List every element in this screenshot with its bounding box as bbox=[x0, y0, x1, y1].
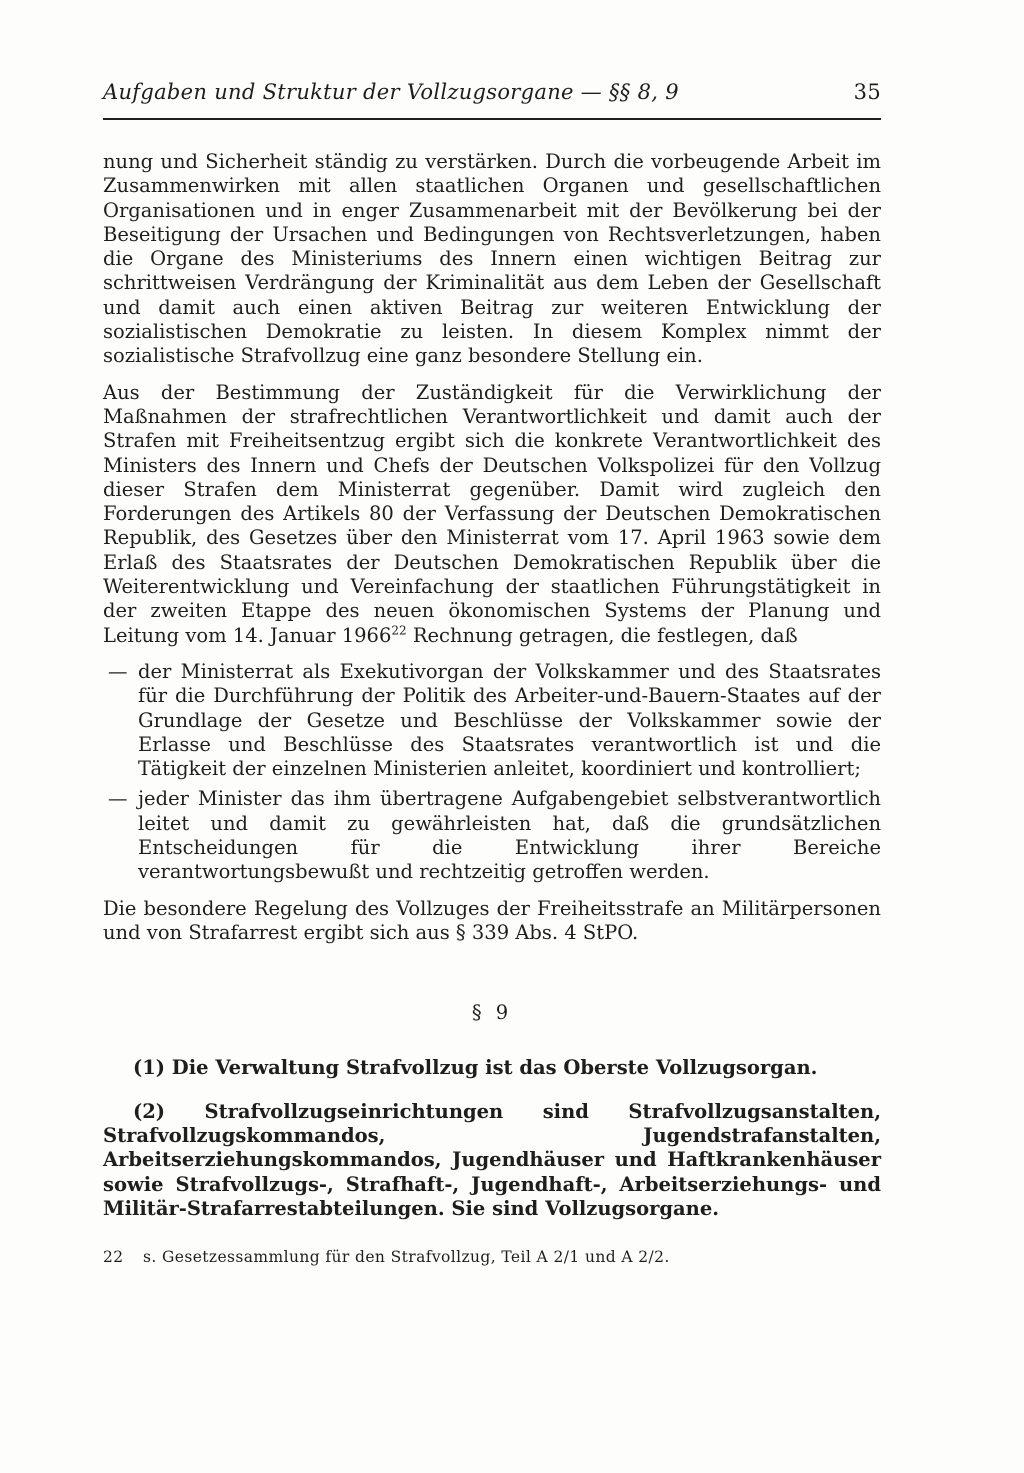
running-header bbox=[103, 80, 881, 104]
footnote-reference: 22 bbox=[391, 623, 407, 638]
list-item bbox=[103, 660, 881, 781]
dash-marker: — bbox=[108, 659, 128, 683]
page-number: 35 bbox=[853, 80, 881, 104]
section-heading: § 9 bbox=[471, 1001, 513, 1025]
header-rule bbox=[103, 118, 881, 120]
paragraph-2-text: Aus der Bestimmung der Zuständigkeit für die Verwirklichung der Maßnahmen der strafrechtlichen Verantwortlichkeit und damit auch der Strafen mit Freiheitsentzug ergibt sich die konkrete Verantwortlichkeit des Ministers des Innern und Chefs der Deutschen Volkspolizei für den Vollzug dieser Strafen dem Ministerrat gegenüber. Damit wird zugleich den Forderungen des Artikels 80 der Verfassung der Deutschen Demokratischen Republik, des Gesetzes über den Ministerrat vom 17. April 1963 sowie dem Erlaß des Staatsrates der Deutschen Demokratischen Republik über die Weiterentwicklung und Vereinfachung der staatlichen Führungstätigkeit in der zweiten Etappe des neuen ökonomischen Systems der Planung und Leitung vom 14. Januar 1966 bbox=[103, 380, 881, 647]
list-item-text: der Ministerrat als Exekutivorgan der Volkskammer und des Staatsrates für die Durchführung der Politik des Arbeiter-und-Bauern-Staates auf der Grundlage der Gesetze und Beschlüsse der Volkskammer sowie der Erlasse und Beschlüsse des Staatsrates verantwortlich ist und die Tätigkeit der einzelnen Ministerien anleitet, koordiniert und kontrolliert; bbox=[138, 659, 881, 781]
footnote-text: s. Gesetzessammlung für den Strafvollzug, Teil A 2/1 und A 2/2. bbox=[143, 1248, 670, 1267]
list-item-text: jeder Minister das ihm übertragene Aufgabengebiet selbstverantwortlich leitet und damit zu gewährleisten hat, daß die grundsätzlichen Entscheidungen für die Entwicklung ihrer Bereiche verantwortungsbewußt und rechtzeitig getroffen werden. bbox=[138, 787, 881, 884]
dash-list bbox=[103, 660, 881, 885]
dash-marker: — bbox=[108, 787, 128, 811]
paragraph-1: nung und Sicherheit ständig zu verstärken. Durch die vorbeugende Arbeit im Zusammenwirken mit allen staatlichen Organen und gesellschaftlichen Organisationen und in enger Zusammenarbeit mit der Bevölkerung bei der Beseitigung der Ursachen und Bedingungen von Rechtsverletzungen, haben die Organe des Ministeriums des Innern einen wichtigen Beitrag zur schrittweisen Verdrängung der Kriminalität aus dem Leben der Gesellschaft und damit auch einen aktiven Beitrag zur weiteren Entwicklung der sozialistischen Demokratie zu leisten. In diesem Komplex nimmt der sozialistische Strafvollzug eine ganz besondere Stellung ein. bbox=[103, 150, 881, 368]
body-text bbox=[103, 150, 881, 1270]
section-paragraph-1: (1) Die Verwaltung Strafvollzug ist das Oberste Vollzugsorgan. bbox=[133, 1055, 818, 1079]
paragraph-3: Die besondere Regelung des Vollzuges der Freiheitsstrafe an Militärpersonen und von Strafarrest ergibt sich aus § 339 Abs. 4 StPO. bbox=[103, 896, 881, 944]
paragraph-2 bbox=[103, 381, 881, 648]
list-item bbox=[103, 787, 881, 884]
section-paragraph-2: (2) Strafvollzugseinrichtungen sind Strafvollzugsanstalten, Strafvollzugskommandos, Jugendstrafanstalten, Arbeitserziehungskommandos, Jugendhäuser und Haftkrankenhäuser sowie Strafvollzugs-, Strafhaft-, Jugendhaft-, Arbeitserziehungs- und Militär-Strafarrestabteilungen. Sie sind Vollzugsorgane. bbox=[103, 1099, 881, 1220]
paragraph-2-text-end: Rechnung getragen, die festlegen, daß bbox=[406, 623, 798, 647]
footnote-number: 22 bbox=[103, 1248, 124, 1267]
header-title: Aufgaben und Struktur der Vollzugsorgane — §§ 8, 9 bbox=[103, 80, 679, 104]
footnote bbox=[103, 1245, 881, 1269]
